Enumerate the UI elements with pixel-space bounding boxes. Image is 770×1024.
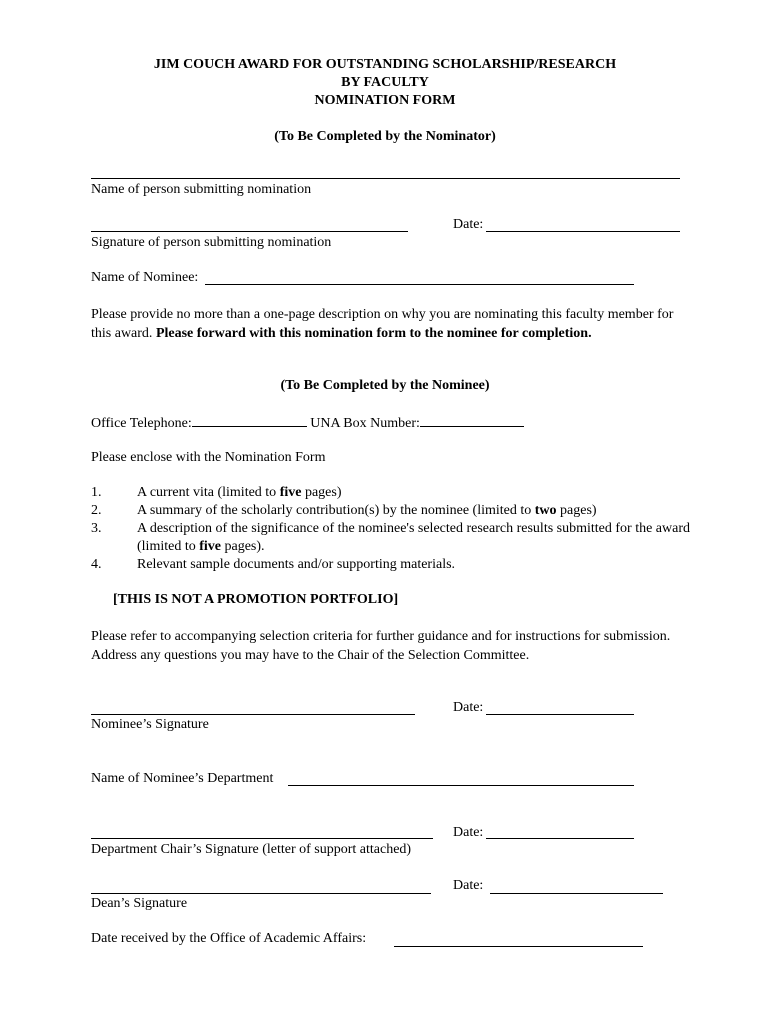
- date-received-label: Date received by the Office of Academic Affairs:: [91, 931, 367, 946]
- nominee-name-line[interactable]: [205, 284, 634, 285]
- nominator-name-label: Name of person submitting nomination: [91, 182, 312, 197]
- enclosure-text: A description of the significance of the nominee's selected research results submitted for the award (limited to: [137, 521, 690, 554]
- nominator-signature-label: Signature of person submitting nomination: [91, 235, 332, 250]
- dean-date-label: Date:: [453, 878, 484, 893]
- enclosure-limit: two: [534, 503, 557, 518]
- form-title-line2: BY FACULTY: [341, 75, 429, 90]
- nominee-heading: (To Be Completed by the Nominee): [280, 378, 490, 393]
- dean-signature-line[interactable]: [91, 893, 431, 894]
- enclosure-text: A summary of the scholarly contribution(s) by the nominee (limited to: [137, 503, 535, 518]
- instructions-bold-text: Please forward with this nomination form to the nominee for completion.: [155, 326, 592, 341]
- chair-date-label: Date:: [453, 825, 484, 840]
- enclosure-item: [137, 556, 697, 574]
- department-line[interactable]: [288, 785, 634, 786]
- nominator-date-line[interactable]: [486, 231, 680, 232]
- office-telephone-label: Office Telephone:: [91, 416, 192, 431]
- form-title-line1: JIM COUCH AWARD FOR OUTSTANDING SCHOLARSHIP/RESEARCH: [153, 57, 617, 72]
- enclosure-text: Relevant sample documents and/or supporting materials.: [137, 557, 456, 572]
- nominator-date-label: Date:: [453, 217, 484, 232]
- enclosure-text: pages): [301, 485, 342, 500]
- enclosure-item: [137, 484, 697, 502]
- enclosure-number: 2.: [91, 503, 102, 518]
- office-telephone-row: [91, 412, 524, 433]
- dean-signature-label: Dean’s Signature: [91, 896, 188, 911]
- enclosure-number: 4.: [91, 557, 102, 572]
- enclosure-text: A current vita (limited to: [137, 485, 280, 500]
- nominator-heading: (To Be Completed by the Nominator): [274, 129, 496, 144]
- enclosure-text: pages).: [220, 539, 265, 554]
- nominee-signature-label: Nominee’s Signature: [91, 717, 209, 732]
- una-box-label: UNA Box Number:: [310, 416, 420, 431]
- chair-signature-label: Department Chair’s Signature (letter of support attached): [91, 842, 412, 857]
- nominee-date-line[interactable]: [486, 714, 634, 715]
- department-label: Name of Nominee’s Department: [91, 771, 274, 786]
- not-promotion-notice: [THIS IS NOT A PROMOTION PORTFOLIO]: [113, 592, 399, 607]
- chair-signature-line[interactable]: [91, 838, 433, 839]
- instructions-paragraph: [91, 305, 691, 343]
- enclosure-item: [137, 520, 697, 556]
- chair-date-line[interactable]: [486, 838, 634, 839]
- nominator-name-line[interactable]: [91, 178, 680, 179]
- dean-date-line[interactable]: [490, 893, 663, 894]
- nominee-signature-line[interactable]: [91, 714, 415, 715]
- enclosure-limit: five: [199, 539, 221, 554]
- date-received-line[interactable]: [394, 946, 643, 947]
- enclosure-number: 3.: [91, 521, 102, 536]
- enclose-label: Please enclose with the Nomination Form: [91, 450, 326, 465]
- nominee-date-label: Date:: [453, 700, 484, 715]
- enclosure-number: 1.: [91, 485, 102, 500]
- una-box-line[interactable]: [420, 412, 524, 427]
- instructions-text: Please provide no more than a one-page description on why you are nominating this faculty member for this award.: [91, 307, 674, 341]
- guidance-paragraph: Please refer to accompanying selection criteria for further guidance and for instructions for submission. Address any questions you may have to the Chair of the Selection Committee.: [91, 629, 671, 663]
- enclosure-text: pages): [556, 503, 597, 518]
- form-title-line3: NOMINATION FORM: [314, 93, 456, 108]
- enclosure-item: [137, 502, 697, 520]
- nominator-signature-line[interactable]: [91, 231, 408, 232]
- nominee-name-label: Name of Nominee:: [91, 270, 199, 285]
- office-telephone-line[interactable]: [192, 412, 307, 427]
- enclosure-limit: five: [279, 485, 302, 500]
